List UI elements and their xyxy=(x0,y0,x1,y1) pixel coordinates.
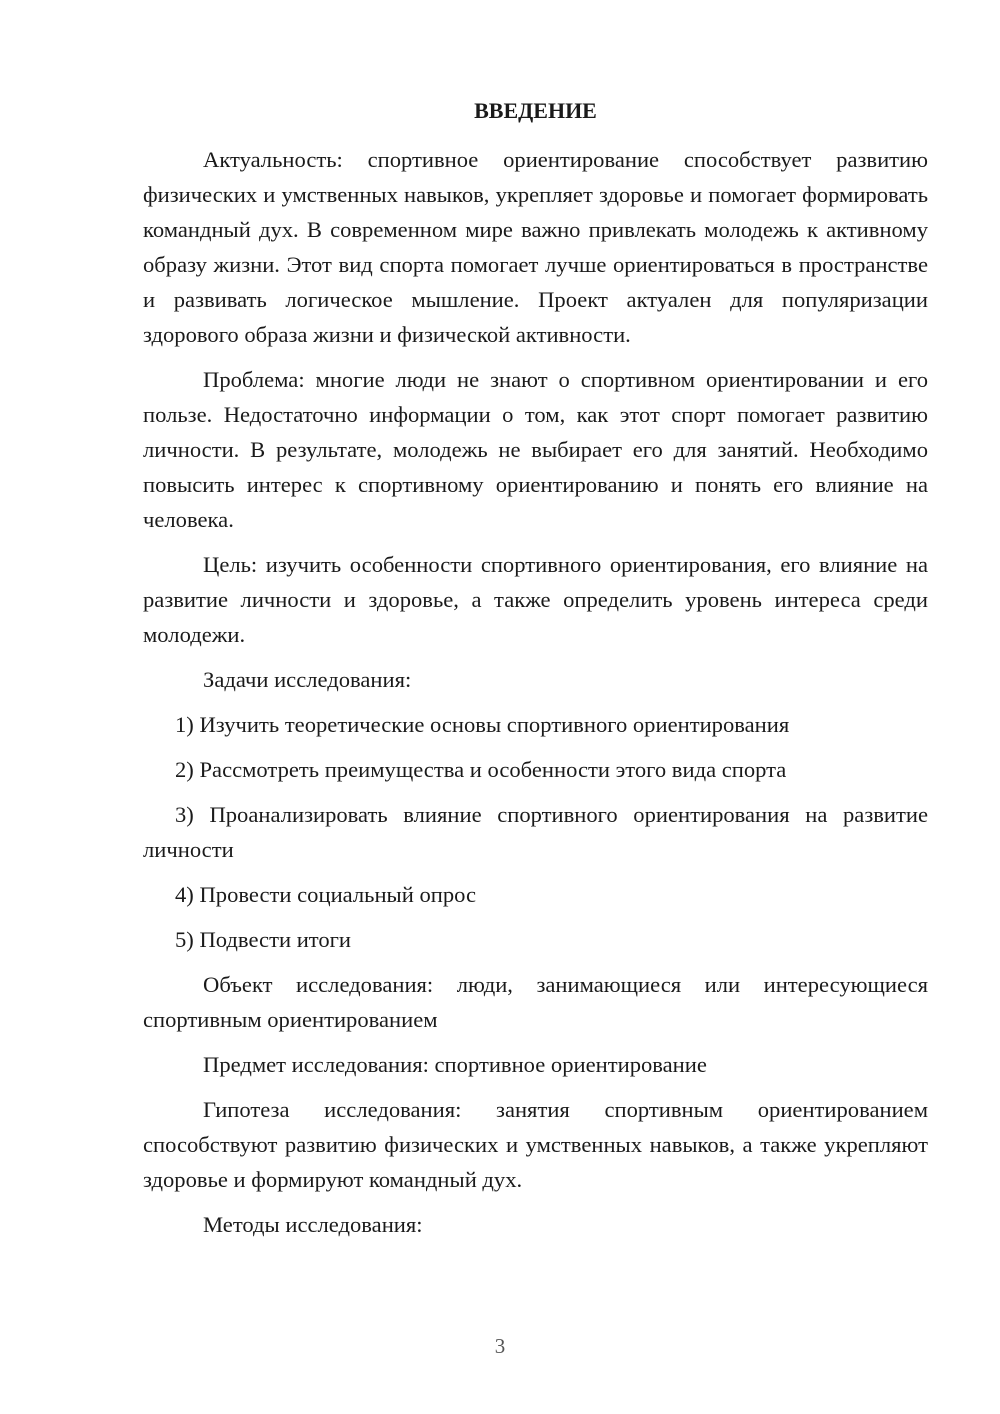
task-item: 1) Изучить теоретические основы спортивного ориентирования xyxy=(175,712,790,737)
paragraph-object: Объект исследования: люди, занимающиеся или интересующиеся спортивным ориентированием xyxy=(143,972,928,1032)
paragraph-problem: Проблема: многие люди не знают о спортивном ориентировании и его пользе. Недостаточно информации о том, как этот спорт помогает развитию личности. В результате, молодежь не выбирает его для занятий. Необходимо повысить интерес к спортивному ориентированию и понять его влияние на человека. xyxy=(143,367,928,532)
paragraph-methods: Методы исследования: xyxy=(203,1212,423,1237)
document-body xyxy=(143,142,928,1252)
paragraph-hypothesis: Гипотеза исследования: занятия спортивным ориентированием способствуют развитию физических и умственных навыков, а также укрепляют здоровье и формируют командный дух. xyxy=(143,1097,928,1192)
task-item: 3) Проанализировать влияние спортивного ориентирования на развитие личности xyxy=(143,802,928,862)
section-title: ВВЕДЕНИЕ xyxy=(474,98,597,123)
page-number: 3 xyxy=(494,1334,506,1358)
task-item: 5) Подвести итоги xyxy=(175,927,352,952)
task-item: 4) Провести социальный опрос xyxy=(175,882,477,907)
paragraph-subject: Предмет исследования: спортивное ориентирование xyxy=(203,1052,707,1077)
paragraph-tasks-heading: Задачи исследования: xyxy=(203,667,412,692)
task-item: 2) Рассмотреть преимущества и особенности этого вида спорта xyxy=(175,757,787,782)
paragraph-goal: Цель: изучить особенности спортивного ориентирования, его влияние на развитие личности и здоровье, а также определить уровень интереса среди молодежи. xyxy=(143,552,928,647)
paragraph-relevance: Актуальность: спортивное ориентирование способствует развитию физических и умственных навыков, укрепляет здоровье и помогает формировать командный дух. В современном мире важно привлекать молодежь к активному образу жизни. Этот вид спорта помогает лучше ориентироваться в пространстве и развивать логическое мышление. Проект актуален для популяризации здорового образа жизни и физической активности. xyxy=(143,147,928,347)
